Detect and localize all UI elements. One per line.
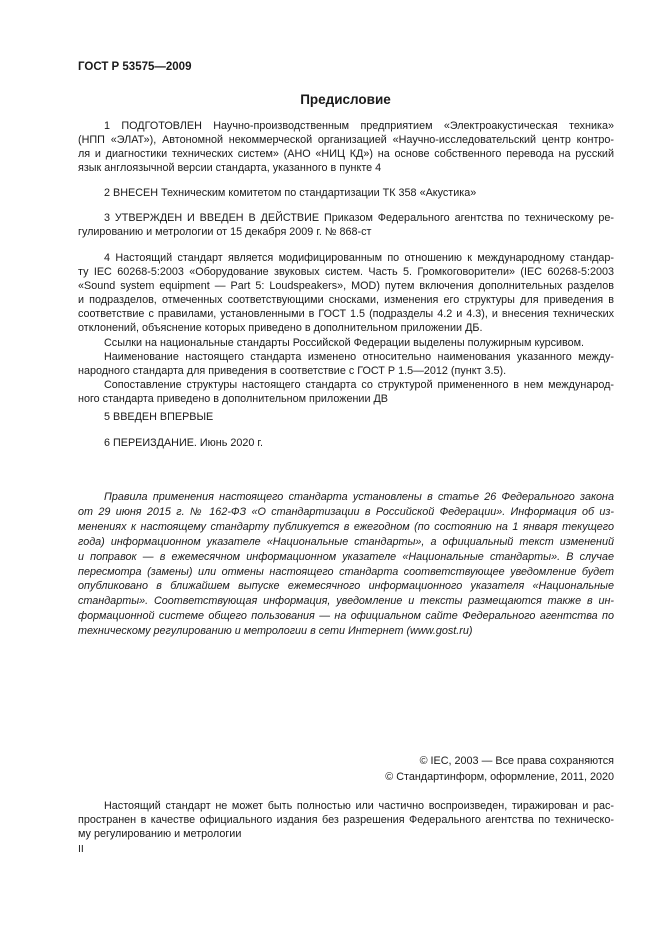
document-header: ГОСТ Р 53575—2009 — [78, 61, 192, 73]
notice-line: и поправок — в ежемесячном информационном указателе «Национальные стандарты». В случае — [78, 550, 614, 563]
paragraph-3-line: гулированию и метрологии от 15 декабря 2009 г. № 868-ст — [78, 226, 372, 239]
paragraph-1-line: ля и диагностики технических систем» (АНО «НИЦ КД») на основе собственного перевода на русский — [78, 148, 614, 161]
paragraph-4-line: соответствие с правилами, установленными в ГОСТ 1.5 (подразделы 4.2 и 4.3), и внесения технических — [78, 308, 614, 321]
paragraph-4-line: и подразделов, отмеченных соответствующими сносками, изменения его структуры для приведения в — [78, 294, 614, 307]
paragraph-4-refs-line: Ссылки на национальные стандарты Российской Федерации выделены полужирным курсивом. — [104, 336, 585, 349]
paragraph-4 — [78, 251, 614, 406]
notice-line: опубликовано в ближайшем выпуске ежемесячного информационного указателя «Национальные — [78, 580, 614, 593]
paragraph-6 — [78, 436, 614, 450]
reproduction-notice — [78, 799, 614, 841]
reproduction-line: Настоящий стандарт не может быть полностью или частично воспроизведен, тиражирован и рас- — [104, 800, 614, 812]
paragraph-1-line: (НПП «ЭЛАТ»), Автономной некоммерческой организацией «Научно-исследовательский центр контро- — [78, 134, 614, 147]
reproduction-line: пространен в качестве официального издания без разрешения Федерального агентства по техническо- — [78, 814, 614, 827]
copyright-standartinform: © Стандартинформ, оформление, 2011, 2020 — [385, 771, 614, 783]
notice-line: от 29 июня 2015 г. № 162-ФЗ «О стандартизации в Российской Федерации». Информация об из- — [78, 505, 614, 518]
notice-line: стандарты». Соответствующая информация, уведомление и тексты размещаются также в ин- — [78, 595, 614, 608]
copyright-iec: © IEC, 2003 — Все права сохраняются — [419, 755, 614, 767]
paragraph-4-structure-line: ного стандарта приведено в дополнительном приложении ДВ — [78, 392, 388, 405]
notice-line: Правила применения настоящего стандарта установлены в статье 26 Федерального закона — [104, 491, 614, 503]
notice-line: менениях к настоящему стандарту публикуется в ежегодном (по состоянию на 1 января текущего — [78, 520, 614, 533]
notice-line: года) информационном указателе «Национальные стандарты», а официальный текст изменений — [78, 535, 614, 548]
paragraph-2-line: 2 ВНЕСЕН Техническим комитетом по стандартизации ТК 358 «Акустика» — [104, 187, 477, 199]
paragraph-1-line: 1 ПОДГОТОВЛЕН Научно-производственным предприятием «Электроакустическая техника» — [104, 120, 614, 132]
notice-line: пересмотра (замены) или отмены настоящего стандарта соответствующее уведомление будет — [78, 565, 614, 578]
paragraph-4-line: «Sound system equipment — Part 5: Loudspeakers», MOD) путем включения дополнительных разделов — [78, 280, 614, 293]
notice-line: формационной системе общего пользования — на официальном сайте Федерального агентства по — [78, 610, 614, 623]
paragraph-3-line: 3 УТВЕРЖДЕН И ВВЕДЕН В ДЕЙСТВИЕ Приказом Федерального агентства по техническому ре- — [104, 212, 614, 224]
paragraph-5 — [78, 410, 614, 424]
paragraph-6-line: 6 ПЕРЕИЗДАНИЕ. Июнь 2020 г. — [104, 437, 264, 449]
reproduction-line: му регулированию и метрологии — [78, 828, 242, 841]
paragraph-4-line: ту IEC 60268-5:2003 «Оборудование звуковых систем. Часть 5. Громкоговорители» (IEC 60268-5:2003 — [78, 266, 614, 279]
copyright-block — [300, 753, 614, 785]
paragraph-4-name-line: народного стандарта для приведения в соответствие с ГОСТ Р 1.5—2012 (пункт 3.5). — [78, 364, 507, 377]
paragraph-2 — [78, 186, 614, 200]
standard-notice — [78, 490, 614, 639]
paragraph-4-line: отклонений, объяснение которых приведено в дополнительном приложении ДБ. — [78, 322, 483, 335]
paragraph-4-line: 4 Настоящий стандарт является модифицированным по отношению к международному стандар- — [104, 252, 614, 264]
paragraph-5-line: 5 ВВЕДЕН ВПЕРВЫЕ — [104, 411, 214, 423]
notice-line: техническому регулированию и метрологии в сети Интернет (www.gost.ru) — [78, 625, 473, 638]
paragraph-4-name-line: Наименование настоящего стандарта изменено относительно наименования указанного между- — [104, 350, 614, 363]
paragraph-1-line: язык англоязычной версии стандарта, указанного в пункте 4 — [78, 162, 382, 175]
page-title: Предисловие — [300, 92, 391, 107]
paragraph-1 — [78, 119, 614, 175]
page-number: II — [78, 843, 84, 855]
paragraph-3 — [78, 211, 614, 239]
paragraph-4-structure-line: Сопоставление структуры настоящего стандарта со структурой примененного в нем международ- — [104, 378, 614, 391]
